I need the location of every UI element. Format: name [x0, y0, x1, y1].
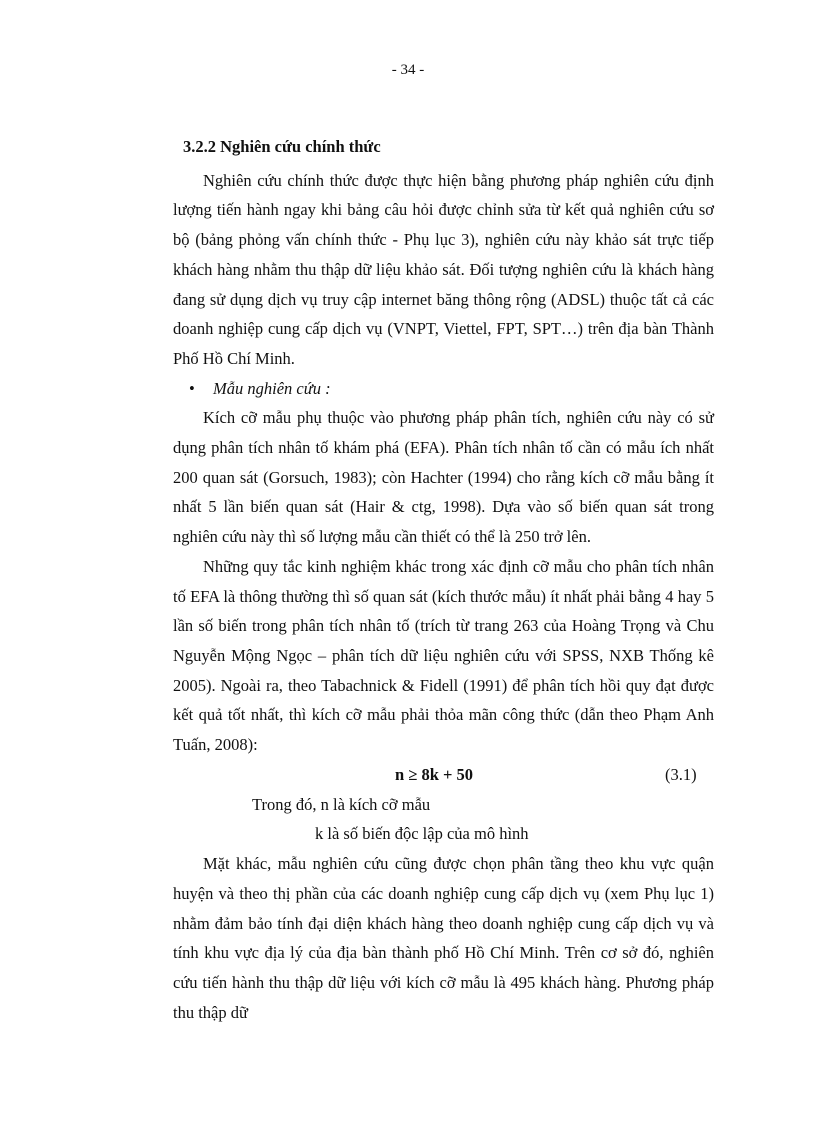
bullet-icon: •: [189, 378, 195, 398]
formula-where-k: k là số biến độc lập của mô hình: [315, 824, 529, 844]
paragraph-sample-size: Kích cỡ mẫu phụ thuộc vào phương pháp phân tích, nghiên cứu này có sử dụng phân tích nhân tố khám phá (EFA). Phân tích nhân tố cần có mẫu ích nhất 200 quan sát (Gorsuch, 1983); còn Hachter (1994) cho rằng kích cỡ mẫu bằng ít nhất 5 lần biến quan sát (Hair & ctg, 1998). Dựa vào số biến quan sát trong nghiên cứu này thì số lượng mẫu cần thiết có thể là 250 trở lên.: [173, 408, 714, 547]
paragraph-rules: Những quy tắc kinh nghiệm khác trong xác định cỡ mẫu cho phân tích nhân tố EFA là thông thường thì số quan sát (kích thước mẫu) ít nhất phải bằng 4 hay 5 lần số biến trong phân tích nhân tố (trích từ trang 263 của Hoàng Trọng và Chu Nguyễn Mộng Ngọc – phân tích dữ liệu nghiên cứu với SPSS, NXB Thống kê 2005). Ngoài ra, theo Tabachnick & Fidell (1991) để phân tích hồi quy đạt được kết quả tốt nhất, thì kích cỡ mẫu phải thỏa mãn công thức (dẫn theo Phạm Anh Tuấn, 2008):: [173, 556, 714, 755]
equation-number: (3.1): [665, 764, 697, 784]
formula-where-n: Trong đó, n là kích cỡ mẫu: [252, 794, 431, 814]
bullet-title: Mẫu nghiên cứu :: [213, 378, 331, 398]
paragraph-stratified: Mặt khác, mẫu nghiên cứu cũng được chọn phân tầng theo khu vực quận huyện và theo thị phần của các doanh nghiệp cung cấp dịch vụ (xem Phụ lục 1) nhằm đảm bảo tính đại diện khách hàng theo doanh nghiệp cung cấp dịch vụ và tính khu vực địa lý của địa bàn thành phố Hồ Chí Minh. Trên cơ sở đó, nghiên cứu tiến hành thu thập dữ liệu với kích cỡ mẫu là 495 khách hàng. Phương pháp thu thập dữ: [173, 854, 714, 1022]
formula-expression: n ≥ 8k + 50: [395, 764, 474, 784]
page-number: - 34 -: [391, 62, 425, 78]
section-heading: 3.2.2 Nghiên cứu chính thức: [183, 137, 381, 156]
bullet-item-sample: [173, 374, 714, 404]
paragraph-intro: Nghiên cứu chính thức được thực hiện bằng phương pháp nghiên cứu định lượng tiến hành ngay khi bảng câu hỏi được chỉnh sửa từ kết quả nghiên cứu sơ bộ (bảng phỏng vấn chính thức - Phụ lục 3), nghiên cứu này khảo sát trực tiếp khách hàng nhằm thu thập dữ liệu khảo sát. Đối tượng nghiên cứu là khách hàng đang sử dụng dịch vụ truy cập internet băng thông rộng (ADSL) thuộc tất cả các doanh nghiệp cung cấp dịch vụ (VNPT, Viettel, FPT, SPT…) trên địa bàn Thành Phố Hồ Chí Minh.: [173, 170, 714, 368]
document-body: [173, 132, 714, 1027]
formula-row: [173, 760, 714, 790]
